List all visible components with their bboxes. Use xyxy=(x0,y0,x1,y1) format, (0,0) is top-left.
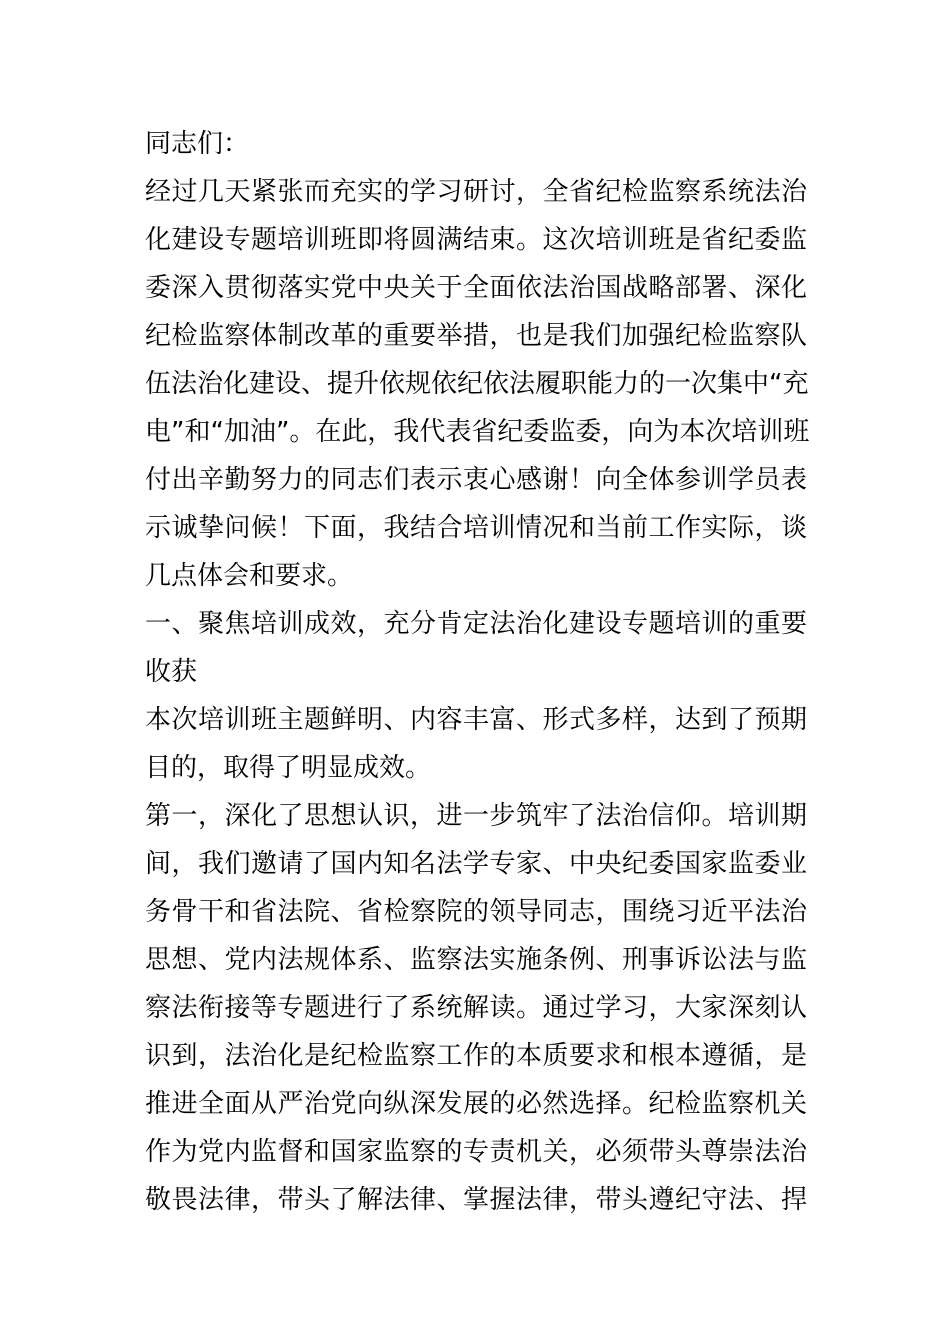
text-line: 第一，深化了思想认识，进一步筑牢了法治信仰。培训期 xyxy=(145,801,807,831)
text-line: 委深入贯彻落实党中央关于全面依法治国战略部署、深化 xyxy=(145,273,807,303)
text-line: 察法衔接等专题进行了系统解读。通过学习，大家深刻认 xyxy=(145,993,807,1023)
text-line: 识到，法治化是纪检监察工作的本质要求和根本遵循，是 xyxy=(145,1041,807,1071)
text-line: 化建设专题培训班即将圆满结束。这次培训班是省纪委监 xyxy=(145,225,807,255)
text-line: 电”和“加油”。在此，我代表省纪委监委，向为本次培训班 xyxy=(145,417,810,447)
text-line: 敬畏法律，带头了解法律、掌握法律，带头遵纪守法、捍 xyxy=(145,1185,807,1215)
text-line: 纪检监察体制改革的重要举措，也是我们加强纪检监察队 xyxy=(145,321,807,351)
text-line: 推进全面从严治党向纵深发展的必然选择。纪检监察机关 xyxy=(145,1089,807,1119)
salutation-line: 同志们： xyxy=(145,129,250,159)
section-heading-line: 收获 xyxy=(145,657,198,687)
text-line: 间，我们邀请了国内知名法学专家、中央纪委国家监委业 xyxy=(145,849,807,879)
text-line: 思想、党内法规体系、监察法实施条例、刑事诉讼法与监 xyxy=(145,945,807,975)
text-line: 务骨干和省法院、省检察院的领导同志，围绕习近平法治 xyxy=(145,897,807,927)
section-heading-line: 一、聚焦培训成效，充分肯定法治化建设专题培训的重要 xyxy=(145,609,807,639)
text-line: 示诚挚问候！下面，我结合培训情况和当前工作实际，谈 xyxy=(145,513,807,543)
document-body xyxy=(145,120,810,1224)
text-line: 经过几天紧张而充实的学习研讨，全省纪检监察系统法治 xyxy=(145,177,807,207)
text-line: 作为党内监督和国家监察的专责机关，必须带头尊崇法治 xyxy=(145,1137,807,1167)
text-line: 伍法治化建设、提升依规依纪依法履职能力的一次集中“充 xyxy=(145,369,809,399)
text-line: 几点体会和要求。 xyxy=(145,561,354,591)
text-line: 目的，取得了明显成效。 xyxy=(145,753,432,783)
text-line: 付出辛勤努力的同志们表示衷心感谢！向全体参训学员表 xyxy=(145,465,807,495)
text-line: 本次培训班主题鲜明、内容丰富、形式多样，达到了预期 xyxy=(145,705,807,735)
